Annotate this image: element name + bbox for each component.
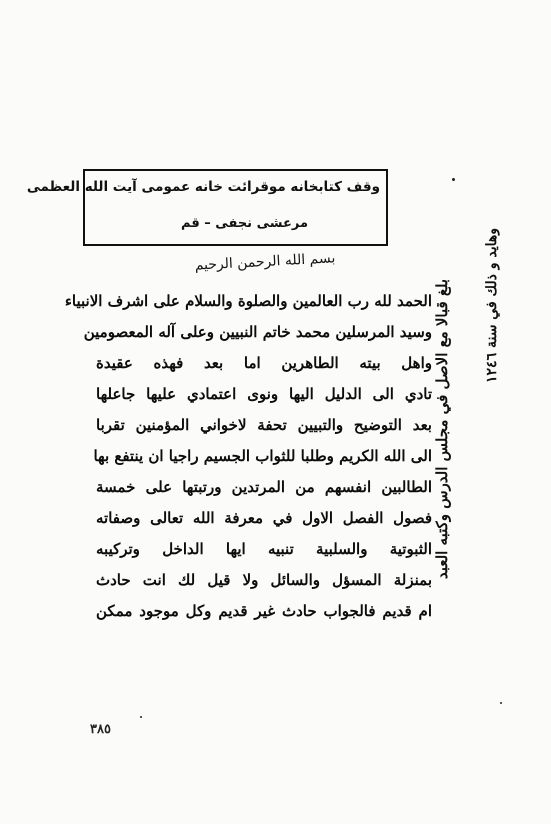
margin-note-2: وهايد و ذلك في سنة ١٢٤٦ [484,228,500,383]
body-line-11: ام قديم فالجواب حادث غير قديم وكل موجود ممكن [96,602,432,620]
manuscript-body [64,286,432,627]
body-line-4: تادي الى الدليل اليها ونوى اعتمادي عليها جاعلها [96,385,432,403]
basmala-heading: بسم الله الرحمن الرحيم [194,250,336,274]
body-line-1: الحمد لله رب العالمين والصلوة والسلام على اشرف الانبياء [64,292,432,310]
folio-number: ٣٨٥ [90,722,111,737]
body-line-7: الطالبين انفسهم من المرتدين ورتبتها على خمسة [96,478,432,496]
stamp-line-1: وقف كتابخانه موقرائت خانه عمومی آیت الله العظمی [26,179,380,195]
ink-speck [500,702,502,704]
body-line-9: الثبوتية والسلبية تنبيه ايها الداخل وتركيبه [96,540,432,558]
library-stamp [26,169,388,246]
body-line-2: وسيد المرسلين محمد خاتم النبيين وعلى آله المعصومين [83,323,432,341]
body-line-10: بمنزلة المسؤل والسائل ولا قيل لك انت حادث [96,571,432,589]
margin-note-1: بلغ قبالا مع الاصل في مجلس الدرس وكتبه العبد [433,279,451,580]
stamp-line-2: مرعشی نجفی – قم [181,216,308,231]
ink-speck [452,178,455,181]
body-line-6: الى الله الكريم وطلبا للثواب الجسيم راجيا ان ينتفع بها [93,447,432,465]
body-line-3: واهل بيته الطاهرين اما بعد فهذه عقيدة [96,354,432,372]
body-line-8: فصول الفصل الاول في معرفة الله تعالى وصفاته [96,509,432,527]
body-line-5: بعد التوضيح والتبيين تحفة لاخواني المؤمنين تقربا [96,416,432,434]
ink-speck [140,716,142,718]
